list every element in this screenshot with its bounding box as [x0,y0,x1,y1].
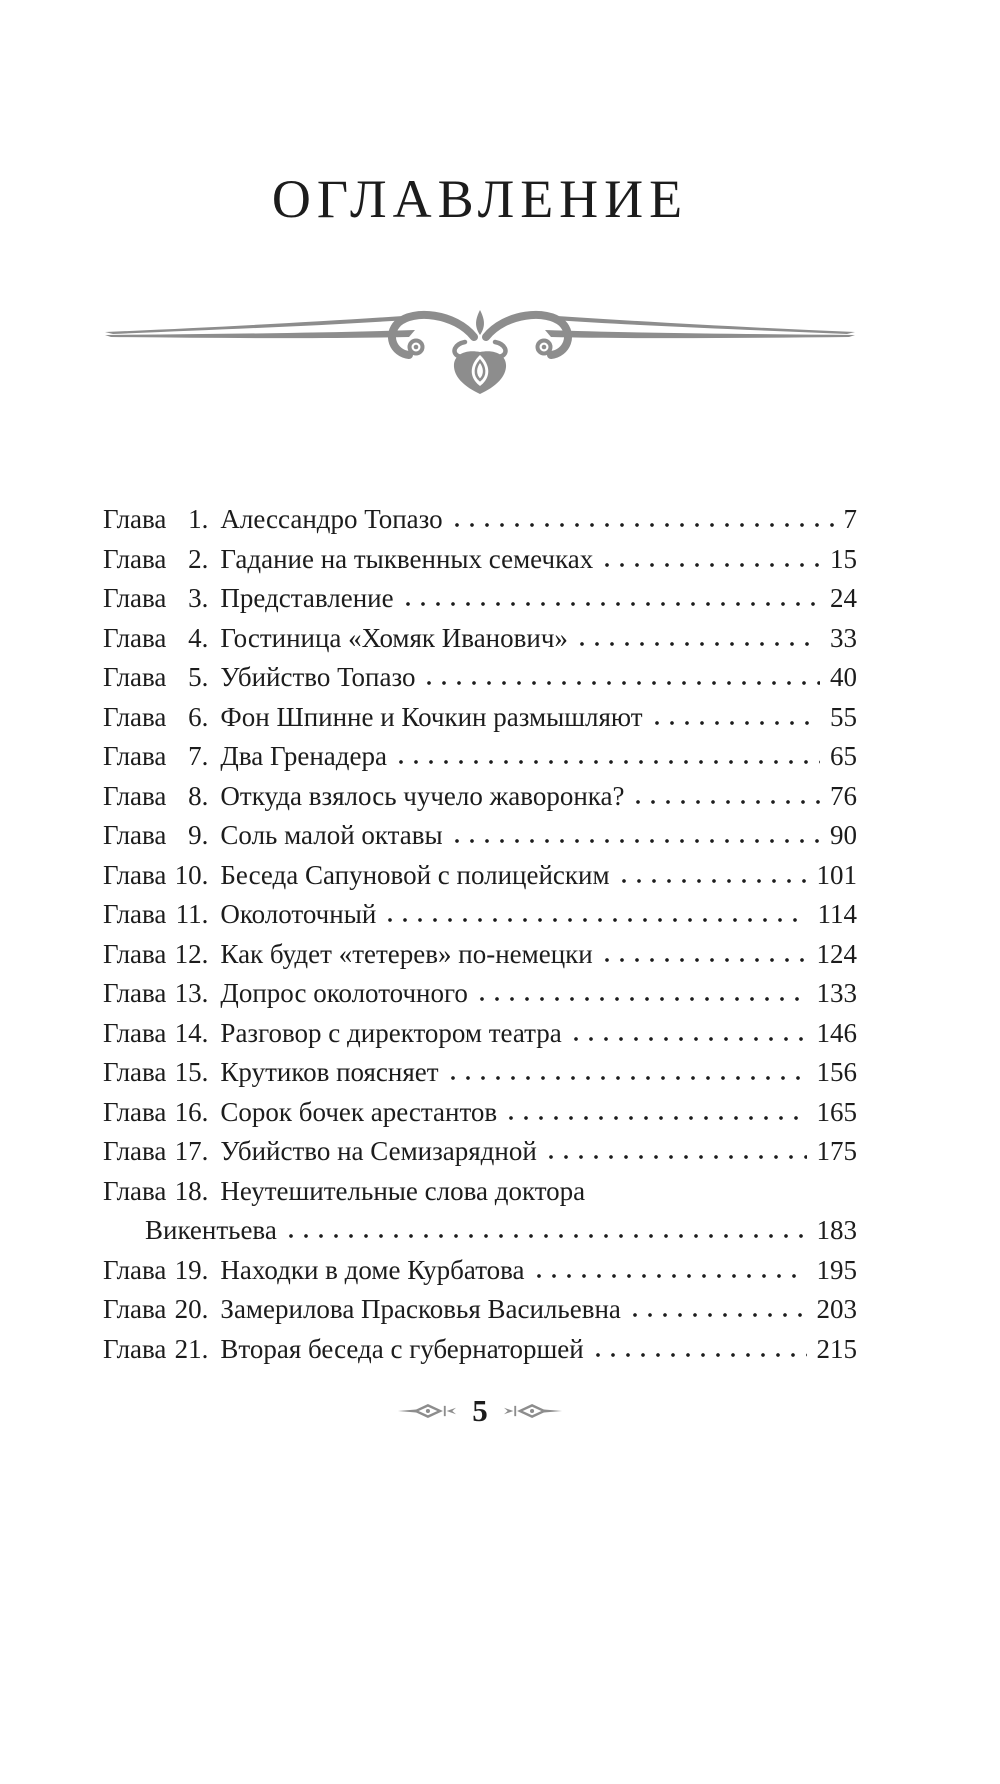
toc-entry-line [103,895,857,935]
toc-entry [103,579,857,619]
toc-entry [103,1093,857,1133]
chapter-page-number: 146 [816,1017,857,1048]
toc-entry [103,500,857,540]
chapter-title: Сорок бочек арестантов [220,1096,498,1127]
chapter-title: Фон Шпинне и Кочкин размышляют [220,701,643,732]
toc-entry [103,1330,857,1370]
toc-entry [103,698,857,738]
toc-entry [103,935,857,975]
toc-entry [103,1172,857,1251]
toc-entry [103,1251,857,1291]
dot-leader [509,1103,806,1121]
chapter-page-number: 55 [830,701,857,732]
chapter-number: 14. [174,1017,209,1048]
chapter-title: Гадание на тыквенных семечках [220,543,594,574]
arrow-eye-ornament-left-icon [398,1401,456,1421]
chapter-word: Глава [103,1136,167,1166]
toc-entry-line [103,1290,857,1330]
chapter-number: 2. [188,543,209,574]
chapter-title: Как будет «тетерев» по-немецки [220,938,593,969]
toc-entry-line [103,856,857,896]
chapter-number: 20. [174,1294,209,1324]
flourish-divider-ornament [103,308,857,400]
toc-entry-line [103,777,857,817]
chapter-word: Глава [103,1254,167,1285]
dot-leader [633,1300,807,1318]
chapter-page-number: 65 [830,741,857,771]
toc-entry [103,856,857,896]
page-footer [103,1395,857,1426]
chapter-word: Глава [103,1057,167,1087]
dot-leader [549,1142,807,1160]
chapter-title: Околоточный [220,899,377,929]
toc-entry [103,658,857,698]
chapter-word: Глава [103,662,167,692]
toc-entry-line [103,658,857,698]
chapter-number: 12. [174,938,209,969]
chapter-page-number: 33 [830,622,857,653]
chapter-word: Глава [103,1333,167,1364]
dot-leader [427,668,820,686]
chapter-title: Соль малой октавы [220,820,443,850]
dot-leader [406,589,820,607]
toc-entry-line [103,1330,857,1370]
toc-entry-line [103,1251,857,1291]
chapter-number: 15. [174,1057,209,1087]
toc-entry-line [103,1093,857,1133]
chapter-word: Глава [103,820,167,850]
toc-entry-line [103,737,857,777]
dot-leader [455,826,820,844]
dot-leader [605,550,820,568]
table-of-contents [103,500,857,1369]
chapter-number: 7. [188,741,209,771]
chapter-page-number: 165 [816,1096,857,1127]
dot-leader [596,1340,807,1358]
chapter-title: Неутешительные слова доктора [220,1175,586,1206]
toc-entry [103,1014,857,1054]
dot-leader [537,1261,807,1279]
chapter-page-number: 124 [816,938,857,969]
chapter-number: 16. [174,1096,209,1127]
chapter-page-number: 40 [830,662,857,692]
chapter-number: 4. [188,622,209,653]
toc-entry-continuation-line [103,1211,857,1251]
dot-leader [622,866,807,884]
dot-leader [289,1221,807,1239]
chapter-number: 11. [175,899,209,929]
toc-entry-line [103,540,857,580]
toc-entry-line [103,974,857,1014]
toc-entry-line [103,1132,857,1172]
toc-entry [103,974,857,1014]
dot-leader [455,510,834,528]
chapter-number: 9. [188,820,209,850]
chapter-word: Глава [103,938,167,969]
chapter-number: 13. [174,978,209,1008]
chapter-page-number: 76 [830,780,857,811]
chapter-word: Глава [103,583,167,613]
toc-entry-line [103,698,857,738]
chapter-word: Глава [103,1096,167,1127]
chapter-number: 17. [174,1136,209,1166]
chapter-number: 6. [188,701,209,732]
chapter-title: Разговор с директором театра [220,1017,562,1048]
chapter-page-number: 203 [816,1294,857,1324]
chapter-number: 19. [174,1254,209,1285]
chapter-title: Беседа Сапуновой с полицейским [220,859,610,890]
chapter-word: Глава [103,899,167,929]
toc-entry-line [103,1014,857,1054]
arrow-eye-ornament-right-icon [504,1401,562,1421]
toc-entry [103,777,857,817]
dot-leader [605,945,807,963]
chapter-number: 3. [188,583,209,613]
toc-entry-line [103,579,857,619]
chapter-word: Глава [103,1175,167,1206]
chapter-page-number: 90 [830,820,857,850]
chapter-word: Глава [103,543,167,574]
dot-leader [655,708,820,726]
chapter-number: 18. [174,1175,209,1206]
chapter-title: Алессандро Топазо [220,504,443,534]
dot-leader [574,1024,807,1042]
chapter-page-number: 156 [816,1057,857,1087]
chapter-word: Глава [103,701,167,732]
flourish-divider-icon [103,308,857,400]
toc-entry [103,816,857,856]
chapter-word: Глава [103,978,167,1008]
chapter-page-number: 7 [843,504,857,534]
toc-entry [103,895,857,935]
chapter-title: Гостиница «Хомяк Иванович» [220,622,568,653]
chapter-title: Замерилова Прасковья Васильевна [220,1294,621,1324]
chapter-number: 8. [188,780,209,811]
chapter-title: Убийство Топазо [220,662,416,692]
chapter-page-number: 133 [816,978,857,1008]
chapter-title: Откуда взялось чучело жаворонка? [220,780,625,811]
chapter-page-number: 195 [816,1254,857,1285]
chapter-page-number: 101 [816,859,857,890]
chapter-number: 10. [174,859,209,890]
chapter-word: Глава [103,780,167,811]
chapter-page-number: 183 [816,1215,857,1245]
dot-leader [399,747,820,765]
chapter-title: Два Гренадера [220,741,387,771]
toc-entry [103,619,857,659]
toc-page [103,168,857,1426]
chapter-title: Находки в доме Курбатова [220,1254,525,1285]
chapter-title-continuation: Викентьева [145,1215,277,1245]
toc-entry [103,1053,857,1093]
chapter-number: 5. [188,662,209,692]
dot-leader [636,787,820,805]
toc-entry [103,1132,857,1172]
toc-entry-line [103,935,857,975]
chapter-word: Глава [103,504,167,534]
toc-entry-line [103,1172,857,1212]
toc-entry-line [103,500,857,540]
toc-entry [103,540,857,580]
chapter-word: Глава [103,622,167,653]
chapter-page-number: 175 [816,1136,857,1166]
chapter-page-number: 15 [830,543,857,574]
page-title: ОГЛАВЛЕНИЕ [271,169,689,229]
folio-page-number: 5 [472,1393,488,1428]
chapter-title: Допрос околоточного [220,978,468,1008]
toc-entry-line [103,816,857,856]
chapter-word: Глава [103,859,167,890]
toc-entry [103,737,857,777]
dot-leader [580,629,820,647]
dot-leader [451,1063,807,1081]
toc-entry [103,1290,857,1330]
chapter-title: Крутиков поясняет [220,1057,439,1087]
chapter-word: Глава [103,741,167,771]
chapter-page-number: 24 [830,583,857,613]
dot-leader [388,905,807,923]
chapter-word: Глава [103,1017,167,1048]
toc-entry-line [103,619,857,659]
chapter-word: Глава [103,1294,167,1324]
chapter-number: 1. [188,504,209,534]
chapter-page-number: 215 [816,1333,857,1364]
chapter-title: Представление [220,583,394,613]
chapter-title: Убийство на Семизарядной [220,1136,537,1166]
dot-leader [480,984,807,1002]
chapter-title: Вторая беседа с губернаторшей [220,1333,584,1364]
chapter-page-number: 114 [817,899,857,929]
chapter-number: 21. [174,1333,209,1364]
toc-entry-line [103,1053,857,1093]
